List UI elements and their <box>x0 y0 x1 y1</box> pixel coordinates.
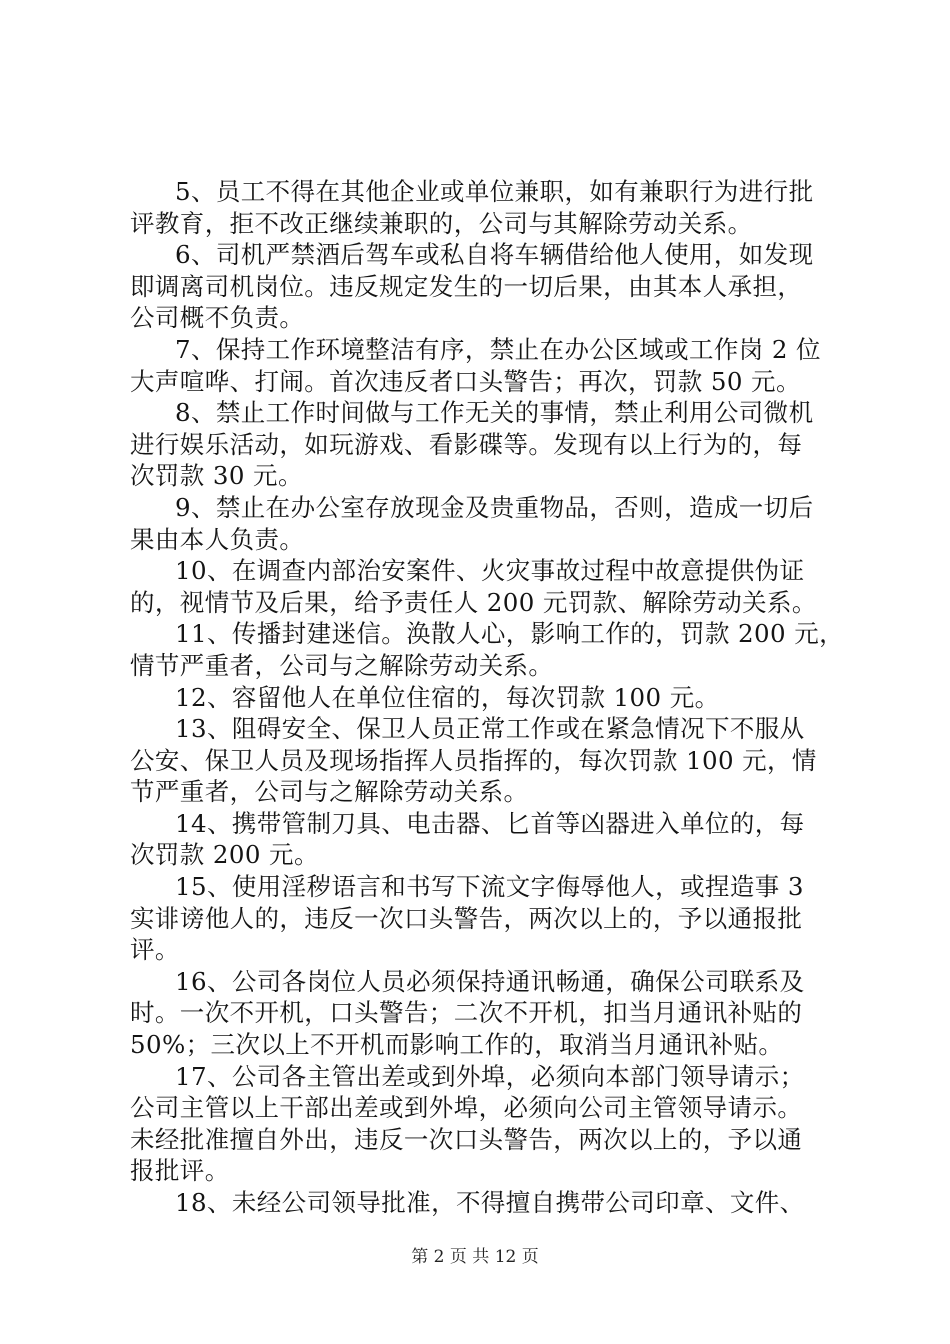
paragraph-first-line: 8、禁止工作时间做与工作无关的事情，禁止利用公司微机 <box>175 398 814 428</box>
paragraph-first-line: 15、使用淫秽语言和书写下流文字侮辱他人，或捏造事 3 <box>175 872 804 902</box>
paragraph-line: 次罚款 30 元。 <box>130 461 303 491</box>
paragraph-line: 次罚款 200 元。 <box>130 840 319 870</box>
paragraph-first-line: 5、员工不得在其他企业或单位兼职，如有兼职行为进行批 <box>175 177 814 206</box>
paragraph-first-line: 16、公司各岗位人员必须保持通讯畅通，确保公司联系及 <box>175 966 805 996</box>
paragraph-line: 情节严重者，公司与之解除劳动关系。 <box>130 650 554 680</box>
paragraph-first-line: 13、阻碍安全、保卫人员正常工作或在紧急情况下不服从 <box>175 714 805 744</box>
paragraph-first-line: 12、容留他人在单位住宿的，每次罚款 100 元。 <box>175 682 720 712</box>
paragraph-first-line: 17、公司各主管出差或到外埠，必须向本部门领导请示； <box>175 1061 805 1091</box>
paragraph-line: 果由本人负责。 <box>130 524 305 554</box>
paragraph-line: 的，视情节及后果，给予责任人 200 元罚款、解除劳动关系。 <box>130 587 817 617</box>
paragraph-line: 报批评。 <box>130 1156 230 1186</box>
paragraph-line: 评。 <box>130 935 180 965</box>
paragraph-line: 时。一次不开机，口头警告；二次不开机，扣当月通讯补贴的 <box>130 998 803 1028</box>
paragraph-first-line: 6、司机严禁酒后驾车或私自将车辆借给他人使用，如发现 <box>175 240 814 270</box>
paragraph-first-line: 10、在调查内部治安案件、火灾事故过程中故意提供伪证 <box>175 556 805 586</box>
paragraph-line: 实诽谤他人的，违反一次口头警告，两次以上的，予以通报批 <box>130 903 803 933</box>
paragraph-first-line: 11、传播封建迷信。涣散人心，影响工作的，罚款 200 元， <box>175 619 845 649</box>
paragraph-first-line: 14、携带管制刀具、电击器、匕首等凶器进入单位的，每 <box>175 808 805 838</box>
paragraph-line: 50%；三次以上不开机而影响工作的，取消当月通讯补贴。 <box>130 1030 784 1060</box>
paragraph-first-line: 9、禁止在办公室存放现金及贵重物品，否则，造成一切后 <box>175 492 814 522</box>
document-body <box>130 176 845 1219</box>
paragraph-line: 进行娱乐活动，如玩游戏、看影碟等。发现有以上行为的，每 <box>130 429 803 459</box>
paragraph-first-line: 7、保持工作环境整洁有序，禁止在办公区域或工作岗 2 位 <box>175 334 821 364</box>
paragraph-first-line: 18、未经公司领导批准，不得擅自携带公司印章、文件、 <box>175 1188 805 1217</box>
paragraph-line: 节严重者，公司与之解除劳动关系。 <box>130 777 529 807</box>
page-footer: 第 2 页 共 12 页 <box>411 1247 539 1267</box>
paragraph-line: 公安、保卫人员及现场指挥人员指挥的，每次罚款 100 元，情 <box>130 745 817 775</box>
paragraph-line: 评教育，拒不改正继续兼职的，公司与其解除劳动关系。 <box>130 208 753 238</box>
paragraph-line: 未经批准擅自外出，违反一次口头警告，两次以上的，予以通 <box>130 1124 803 1154</box>
paragraph-line: 公司主管以上干部出差或到外埠，必须向公司主管领导请示。 <box>130 1093 803 1123</box>
paragraph-line: 大声喧哗、打闹。首次违反者口头警告；再次，罚款 50 元。 <box>130 366 801 396</box>
paragraph-line: 公司概不负责。 <box>130 303 305 333</box>
paragraph-line: 即调离司机岗位。违反规定发生的一切后果，由其本人承担， <box>130 271 803 301</box>
